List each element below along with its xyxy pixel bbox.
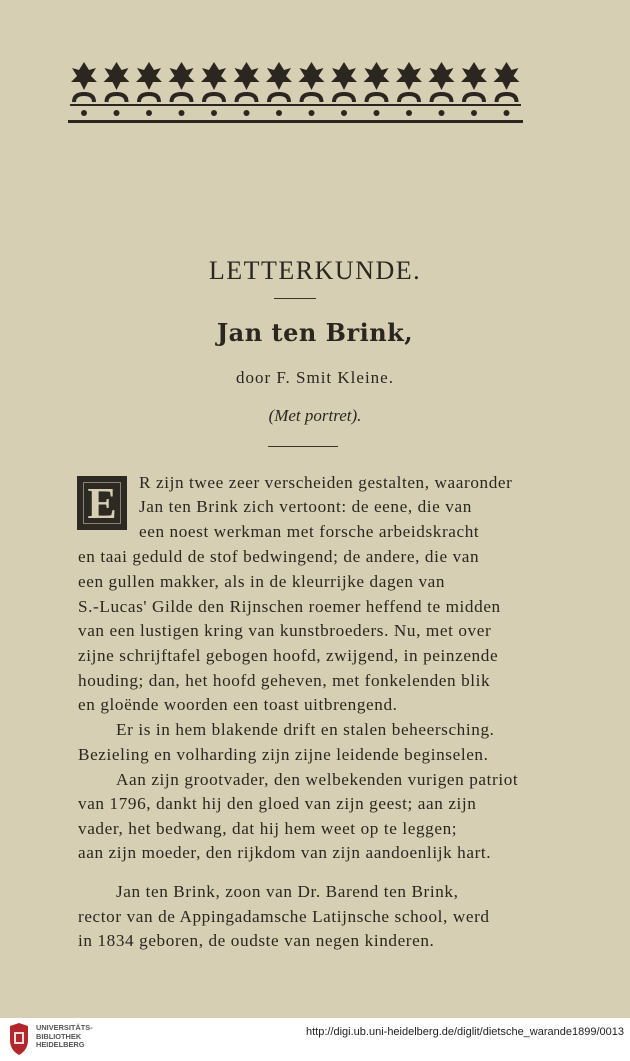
text-line: aan zijn moeder, den rijkdom van zijn aandoenlijk hart. — [78, 843, 492, 862]
fleuron-ornament — [396, 62, 422, 90]
text-line: houding; dan, het hoofd geheven, met fonkelenden blik — [78, 671, 491, 690]
scroll-ornament — [267, 92, 291, 102]
library-name — [36, 1024, 93, 1050]
fleuron-ornament — [331, 62, 357, 90]
scroll-ornament — [397, 92, 421, 102]
text-line: R zijn twee zeer verscheiden gestalten, waaronder — [139, 473, 513, 492]
dropcap-letter: E — [87, 478, 117, 528]
dot-ornament — [471, 110, 477, 116]
university-library-logo-icon — [8, 1022, 30, 1056]
dropcap-initial — [77, 476, 127, 530]
fleuron-ornament — [169, 62, 195, 90]
dot-ornament — [179, 110, 185, 116]
text-line: van 1796, dankt hij den gloed van zijn geest; aan zijn — [78, 794, 477, 813]
fleuron-ornament — [461, 62, 487, 90]
scroll-ornament — [332, 92, 356, 102]
scroll-ornament — [137, 92, 161, 102]
fleuron-ornament — [71, 62, 97, 90]
text-line: en gloënde woorden een toast uitbrengend. — [78, 695, 398, 714]
scroll-ornament — [430, 92, 454, 102]
dot-ornament — [244, 110, 250, 116]
dot-ornament — [341, 110, 347, 116]
text-line: in 1834 geboren, de oudste van negen kinderen. — [78, 931, 435, 950]
scroll-ornament — [300, 92, 324, 102]
dot-ornament — [309, 110, 315, 116]
text-line: Aan zijn grootvader, den welbekenden vurigen patriot — [116, 770, 519, 789]
text-line: vader, het bedwang, dat hij hem weet op te leggen; — [78, 819, 458, 838]
dot-ornament — [146, 110, 152, 116]
dot-ornament — [439, 110, 445, 116]
text-line: Jan ten Brink zich vertoont: de eene, die van — [139, 497, 472, 516]
scroll-ornament — [365, 92, 389, 102]
scroll-ornament — [235, 92, 259, 102]
fleuron-ornament — [136, 62, 162, 90]
fleuron-ornament — [364, 62, 390, 90]
digitization-url-link[interactable]: http://digi.ub.uni-heidelberg.de/diglit/dietsche_warande1899/0013 — [305, 1026, 624, 1038]
divider-rule — [274, 298, 316, 299]
library-name-line: HEIDELBERG — [36, 1040, 85, 1050]
text-line: Er is in hem blakende drift en stalen beheersching. — [116, 720, 495, 739]
scroll-ornament — [462, 92, 486, 102]
text-line: rector van de Appingadamsche Latijnsche school, werd — [78, 907, 490, 926]
portrait-note: (Met portret). — [268, 406, 362, 425]
text-line: van een lustigen kring van kunstbroeders. Nu, met over — [78, 621, 492, 640]
scroll-ornament — [495, 92, 519, 102]
dot-ornament — [504, 110, 510, 116]
scroll-ornament — [170, 92, 194, 102]
library-name-line: BIBLIOTHEK — [36, 1031, 82, 1041]
dot-ornament — [81, 110, 87, 116]
article-title: Jan ten Brink, — [216, 318, 414, 347]
dot-ornament — [276, 110, 282, 116]
text-line: zijne schrijftafel gebogen hoofd, zwijgend, in peinzende — [78, 646, 499, 665]
decorative-header-ornament — [68, 58, 523, 128]
text-line: en taai geduld de stof bedwingend; de andere, die van — [78, 547, 480, 566]
section-title: LETTERKUNDE. — [208, 256, 422, 285]
fleuron-ornament — [429, 62, 455, 90]
text-line: een noest werkman met forsche arbeidskracht — [139, 522, 480, 541]
dot-ornament — [374, 110, 380, 116]
text-line: Bezieling en volharding zijn zijne leidende beginselen. — [78, 745, 489, 764]
scroll-ornament — [105, 92, 129, 102]
fleuron-ornament — [266, 62, 292, 90]
author-byline: door F. Smit Kleine. — [236, 368, 394, 387]
scroll-ornament — [72, 92, 96, 102]
footer-bar — [0, 1018, 630, 1061]
library-name-line: UNIVERSITÄTS- — [36, 1023, 93, 1032]
fleuron-ornament — [299, 62, 325, 90]
fleuron-ornament — [104, 62, 130, 90]
dot-ornament — [406, 110, 412, 116]
dot-ornament — [211, 110, 217, 116]
divider-rule — [268, 446, 338, 447]
text-line: een gullen makker, als in de kleurrijke dagen van — [78, 572, 446, 591]
text-line: S.-Lucas' Gilde den Rijnschen roemer heffend te midden — [78, 597, 501, 616]
dot-ornament — [114, 110, 120, 116]
fleuron-ornament — [201, 62, 227, 90]
fleuron-ornament — [494, 62, 520, 90]
scroll-ornament — [202, 92, 226, 102]
text-line: Jan ten Brink, zoon van Dr. Barend ten Brink, — [116, 882, 459, 901]
fleuron-ornament — [234, 62, 260, 90]
